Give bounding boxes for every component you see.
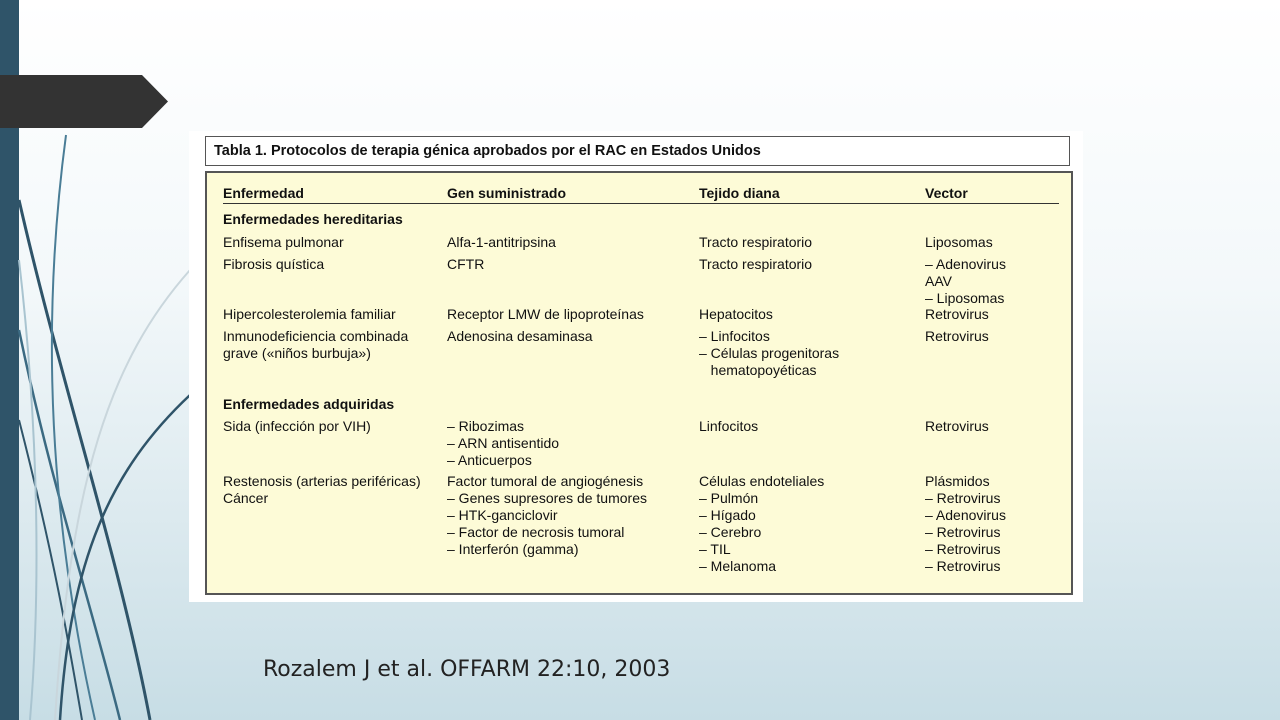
section-hereditary: Enfermedades hereditarias <box>223 211 403 227</box>
table-cell-vector: – Adenovirus AAV – Liposomas <box>925 256 1006 306</box>
table-cell-tissue: Tracto respiratorio <box>699 256 813 272</box>
section-acquired: Enfermedades adquiridas <box>223 396 395 412</box>
table-body <box>205 171 1073 595</box>
header-divider <box>223 203 1059 204</box>
citation-text: Rozalem J et al. OFFARM 22:10, 2003 <box>263 657 671 682</box>
table-cell-gene: Factor tumoral de angiogénesis – Genes supresores de tumores – HTK-ganciclovir – Factor de necrosis tumoral – Interferón (gamma) <box>447 473 647 557</box>
table-cell-gene: Receptor LMW de lipoproteínas <box>447 306 644 322</box>
table-cell-disease: Restenosis (arterias periféricas) Cáncer <box>223 473 421 506</box>
header-vector: Vector <box>925 185 968 201</box>
header-gene: Gen suministrado <box>447 185 567 201</box>
table-cell-tissue: Linfocitos <box>699 418 759 434</box>
table-title: Tabla 1. Protocolos de terapia génica aprobados por el RAC en Estados Unidos <box>214 143 761 159</box>
table-cell-disease: Sida (infección por VIH) <box>223 418 371 434</box>
table-cell-disease: Fibrosis quística <box>223 256 325 272</box>
table-cell-gene: – Ribozimas – ARN antisentido – Anticuerpos <box>447 418 560 468</box>
table-cell-vector: Retrovirus <box>925 328 989 344</box>
title-tab-shape <box>0 75 168 128</box>
table-cell-vector: Plásmidos – Retrovirus – Adenovirus – Retrovirus – Retrovirus – Retrovirus <box>925 473 1006 574</box>
table-cell-disease: Enfisema pulmonar <box>223 234 344 250</box>
table-title-box <box>205 136 1070 166</box>
table-cell-gene: Adenosina desaminasa <box>447 328 593 344</box>
table-cell-tissue: Células endoteliales – Pulmón – Hígado – Cerebro – TIL – Melanoma <box>699 473 825 574</box>
table-cell-vector: Liposomas <box>925 234 993 250</box>
table-cell-disease: Hipercolesterolemia familiar <box>223 306 396 322</box>
table-cell-tissue: – Linfocitos – Células progenitoras hematopoyéticas <box>699 328 840 378</box>
table-cell-tissue: Hepatocitos <box>699 306 773 322</box>
table-cell-disease: Inmunodeficiencia combinada grave («niños burbuja») <box>223 328 409 361</box>
table-cell-vector: Retrovirus <box>925 306 989 322</box>
table-cell-gene: Alfa-1-antitripsina <box>447 234 556 250</box>
table-cell-tissue: Tracto respiratorio <box>699 234 813 250</box>
header-tissue: Tejido diana <box>699 185 780 201</box>
header-disease: Enfermedad <box>223 185 304 201</box>
table-cell-vector: Retrovirus <box>925 418 989 434</box>
table-image <box>189 131 1083 602</box>
table-cell-gene: CFTR <box>447 256 485 272</box>
